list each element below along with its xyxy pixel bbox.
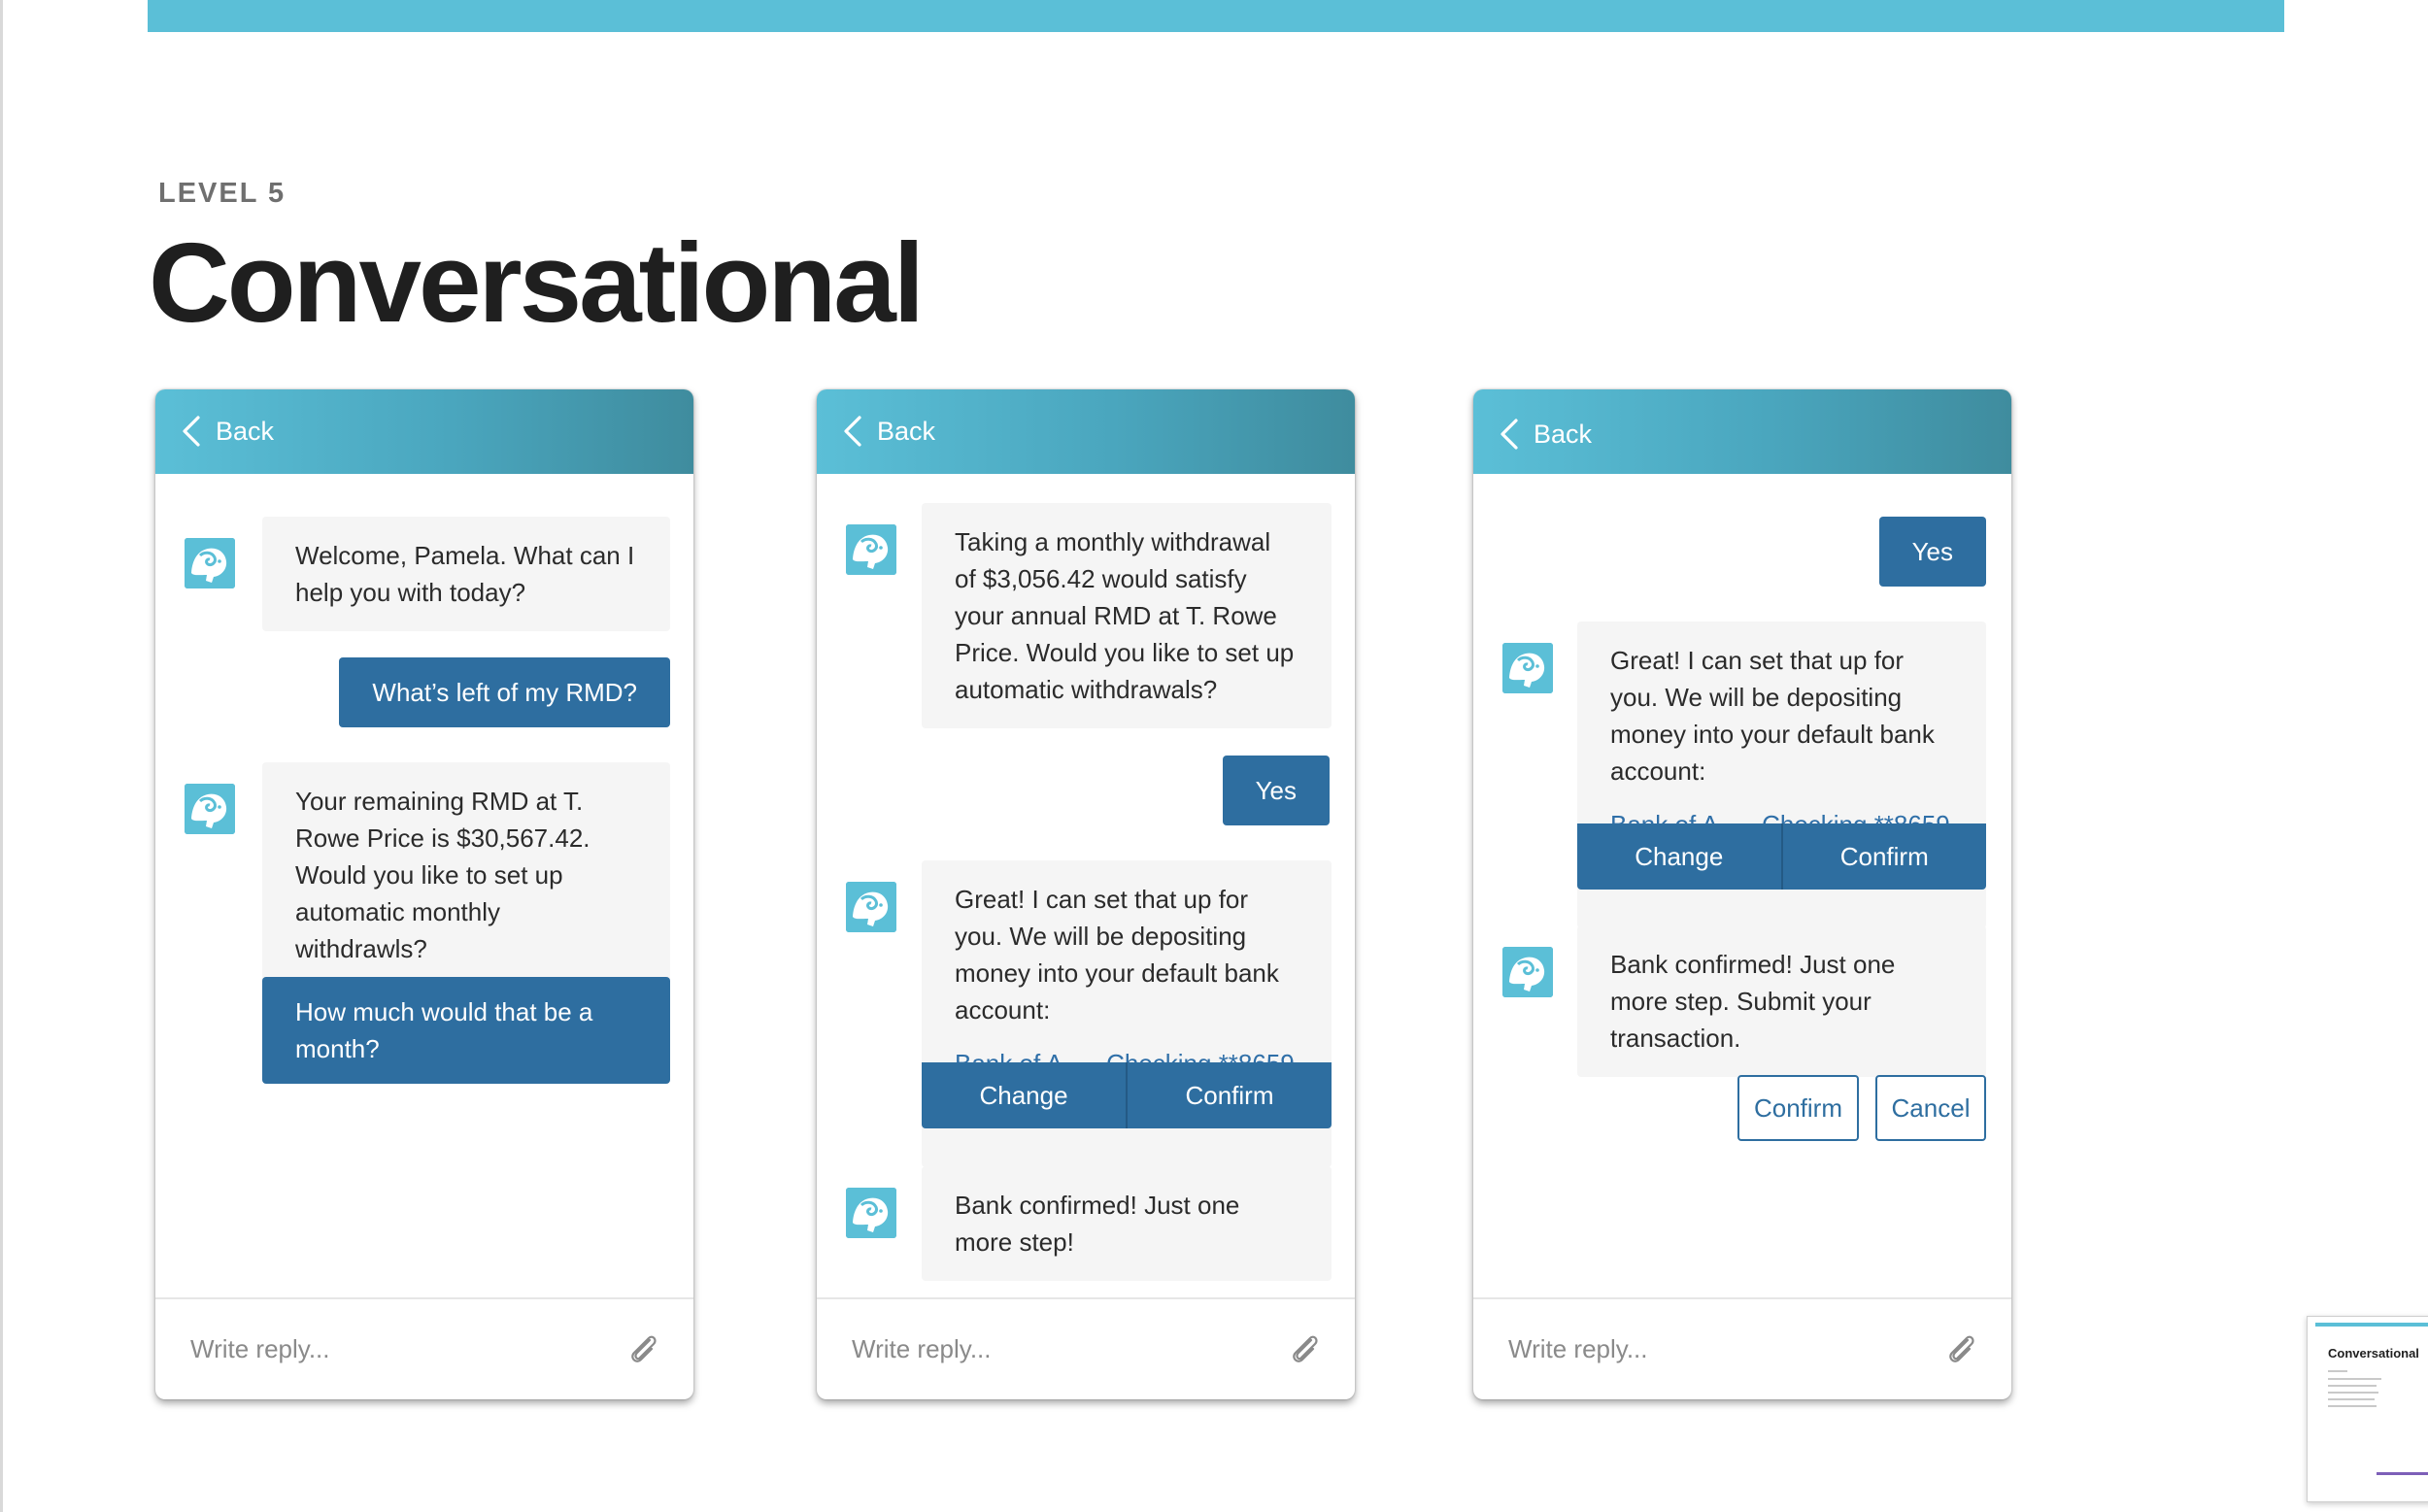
thumbnail-title: Conversational [2328, 1346, 2419, 1361]
page-left-edge [0, 0, 3, 1512]
bot-message-text: Great! I can set that up for you. We will be depositing money into your default bank account: [955, 885, 1279, 1025]
ram-logo-icon [1502, 643, 1553, 693]
bot-message: Your remaining RMD at T. Rowe Price is $30,567.42. Would you like to set up automatic monthly withdrawls? [262, 762, 670, 988]
thumbnail-text-line [2328, 1392, 2378, 1394]
phone-header [817, 389, 1355, 474]
user-message: Yes [1879, 517, 1986, 587]
bank-action-bar [1577, 823, 1986, 890]
user-message: What’s left of my RMD? [339, 657, 670, 727]
chat-phone-1 [155, 389, 693, 1399]
phone-header [155, 389, 693, 474]
thumbnail-text-line [2328, 1405, 2377, 1407]
back-label: Back [877, 416, 936, 446]
user-message: Yes [1223, 756, 1330, 825]
bot-message: Welcome, Pamela. What can I help you with today? [262, 517, 670, 631]
chat-phone-2 [817, 389, 1355, 1399]
ram-logo-icon [846, 524, 896, 575]
page-title: Conversational [149, 219, 922, 346]
top-accent-band [148, 0, 2284, 32]
confirm-button[interactable]: Confirm [1737, 1075, 1859, 1141]
reply-input[interactable] [1506, 1327, 1899, 1371]
reply-bar [1473, 1297, 2011, 1399]
bot-message: Bank confirmed! Just one more step. Submit your transaction. [1577, 925, 1986, 1077]
back-label: Back [216, 416, 275, 446]
chat-thread [1473, 474, 2011, 1299]
back-label: Back [1534, 419, 1593, 449]
change-button[interactable]: Change [979, 1080, 1068, 1110]
back-button[interactable] [179, 411, 274, 452]
thumbnail-highlight-bar [2377, 1472, 2428, 1475]
user-message: How much would that be a month? [262, 977, 670, 1084]
paperclip-icon[interactable] [1941, 1328, 1980, 1367]
bot-message-text: Great! I can set that up for you. We will be depositing money into your default bank account: [1610, 646, 1935, 786]
thumbnail-accent-bar [2315, 1323, 2428, 1327]
bot-message: Bank confirmed! Just one more step! [922, 1166, 1332, 1281]
ram-logo-icon [1502, 947, 1553, 997]
reply-bar [155, 1297, 693, 1399]
back-button[interactable] [840, 411, 935, 452]
paperclip-icon[interactable] [624, 1328, 662, 1367]
reply-input[interactable] [850, 1327, 1242, 1371]
confirm-button[interactable]: Confirm [1126, 1062, 1332, 1128]
bot-message: Taking a monthly withdrawal of $3,056.42 would satisfy your annual RMD at T. Rowe Price. Would you like to set up automatic withdrawals? [922, 503, 1332, 728]
paperclip-icon[interactable] [1285, 1328, 1324, 1367]
thumbnail-text-line [2328, 1398, 2375, 1400]
chat-thread [817, 474, 1355, 1299]
thumbnail-text-line [2328, 1370, 2347, 1372]
slide-thumbnail[interactable] [2307, 1316, 2428, 1502]
reply-bar [817, 1297, 1355, 1399]
ram-logo-icon [846, 882, 896, 932]
ram-logo-icon [185, 784, 235, 834]
chevron-left-icon [179, 415, 206, 448]
confirm-button[interactable]: Confirm [1781, 823, 1987, 890]
cancel-button[interactable]: Cancel [1875, 1075, 1986, 1141]
ram-logo-icon [846, 1188, 896, 1238]
chat-thread [155, 474, 693, 1299]
chat-phone-3 [1473, 389, 2011, 1399]
back-button[interactable] [1497, 414, 1592, 454]
chevron-left-icon [1497, 418, 1524, 451]
reply-input[interactable] [188, 1327, 581, 1371]
thumbnail-text-line [2328, 1378, 2381, 1380]
phone-header [1473, 389, 2011, 474]
bank-action-bar [922, 1062, 1332, 1128]
chevron-left-icon [840, 415, 867, 448]
ram-logo-icon [185, 538, 235, 588]
change-button[interactable]: Change [1635, 841, 1724, 871]
page-eyebrow: LEVEL 5 [158, 178, 287, 209]
thumbnail-text-line [2328, 1385, 2377, 1387]
